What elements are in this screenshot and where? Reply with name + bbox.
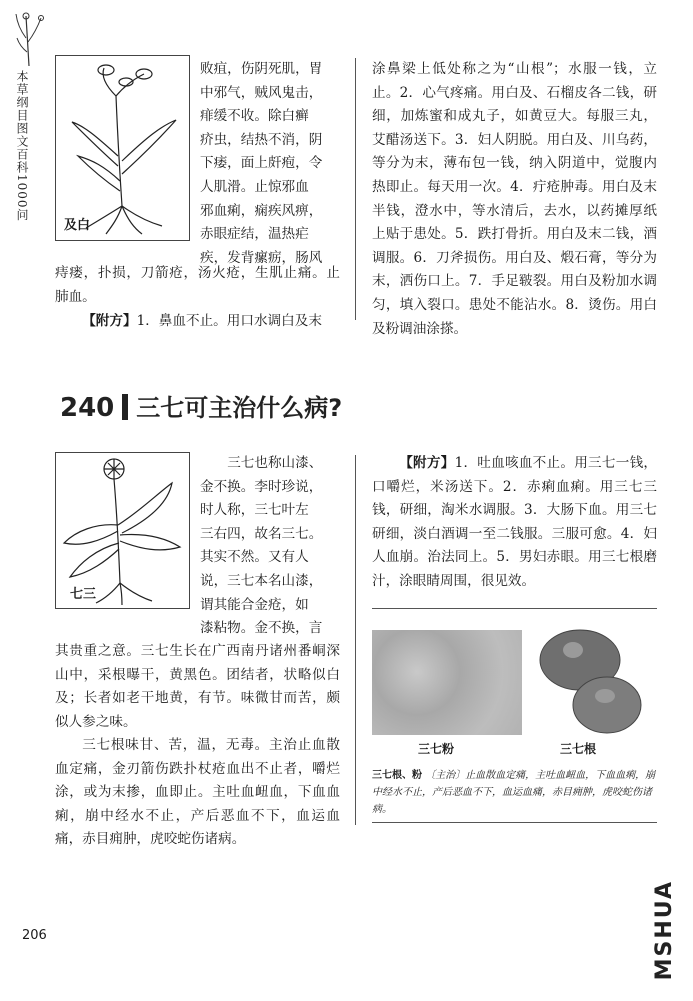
section-heading — [60, 388, 342, 423]
text-line: 说，三七本名山漆， — [200, 572, 323, 589]
watermark: MSHUA — [652, 880, 677, 981]
fufang-tag: 【附方】 — [399, 455, 455, 471]
photo-top-rule — [372, 608, 657, 609]
baiji-figure-label: 及白 — [64, 218, 91, 233]
text-line: 谓其能合金疮，如 — [200, 596, 309, 613]
photo-label-powder: 三七粉 — [418, 742, 455, 756]
text-line: 漆粘物。金不换，言 — [200, 620, 323, 637]
baiji-text-continued: 痔瘘，扑损，刀箭疮，汤火疮，生肌止痛。止肺血。 — [55, 265, 340, 305]
text-line: 中邪气，贼风鬼击， — [200, 84, 323, 101]
heading-divider — [122, 394, 128, 420]
text-line: 三右四，故名三七。 — [200, 525, 323, 542]
text-line: 三七也称山漆、 — [227, 455, 323, 471]
page-number: 206 — [22, 928, 47, 943]
text-line: 金不换。李时珍说， — [200, 478, 323, 495]
baiji-figure — [55, 55, 190, 241]
baiji-fufang-right: 涂鼻梁上低处称之为“山根”；水服一钱，立止。2．心气疼痛。用白及、石榴皮各二钱，研细，加炼蜜和成丸子，如黄豆大。每服三丸，艾醋汤送下。3．妇人阴脱。用白及、川乌药，等分为末，薄布包一钱，纳入阴道中，觉腹内热即止。每天用一次。4．疔疮肿毒。用白及末半钱，澄水中，等水清后，去水，以药摊厚纸上贴于患处。5．跌打骨折。用白及末二钱，酒调服。6．刀斧损伤。用白及、煅石膏，等分为末，洒伤口上。7．手足皲裂。用白及粉加水调匀，填入裂口。患处不能沾水。8．烫伤。用白及粉调油涂搽。 — [372, 61, 657, 337]
text-line: 赤眼症结，温热疟 — [200, 226, 309, 243]
sanqi-root-photo — [535, 620, 645, 738]
column-divider-bottom — [355, 455, 356, 825]
baiji-text-wrap — [200, 58, 340, 270]
text-line: 其实不然。又有人 — [200, 549, 309, 566]
text-line: 败疽，伤阴死肌，胃 — [200, 61, 323, 77]
text-line: 痱缓不收。除白癣 — [200, 108, 309, 125]
text-line: 邪血痢，痫疾风痹， — [200, 202, 323, 219]
sanqi-fufang — [372, 452, 657, 594]
photo-bottom-rule — [372, 822, 657, 823]
sanqi-text-wrap — [200, 452, 340, 641]
fufang-text: 1．鼻血不止。用口水调白及末 — [136, 313, 322, 329]
baiji-fufang-left — [55, 310, 340, 334]
column-divider-top — [355, 58, 356, 320]
sanqi-powder-photo — [372, 630, 522, 735]
text-line: 人肌滑。止惊邪血 — [200, 178, 309, 195]
sanqi-figure-label: 七三 — [70, 587, 97, 602]
caption-text: 〔主治〕止血散血定痛，主吐血衄血，下血血痢，崩中经水不止，产后恶血不下，血运血痛，赤目痈肿，虎咬蛇伤诸病。 — [372, 770, 656, 815]
photo-caption — [372, 767, 657, 818]
photo-label-root: 三七根 — [560, 742, 597, 756]
text-line: 疥虫，结热不消，阴 — [200, 131, 323, 148]
caption-title: 三七根、粉 — [372, 770, 422, 781]
fufang-tag: 【附方】 — [82, 313, 137, 329]
baiji-plant-illustration — [56, 56, 189, 240]
text-line: 下痿，面上皯疱，令 — [200, 155, 323, 172]
text-line: 时人称，三七叶左 — [200, 502, 309, 519]
sanqi-figure — [55, 452, 190, 609]
sanqi-text-para2: 三七根味甘、苦，温，无毒。主治止血散血定痛，金刃箭伤跌扑杖疮血出不止者，嚼烂涂，或为末掺，血即止。主吐血衄血，下血血痢，崩中经水不止，产后恶血不下，血运血痛，赤目痈肿，虎咬蛇伤诸病。 — [55, 737, 340, 848]
fufang-text: 1．吐血咳血不止。用三七一钱，口嚼烂，米汤送下。2．赤痢血痢。用三七三钱，研细，淘米水调服。3．大肠下血。用三七研细，淡白酒调一至二钱服。三服可愈。4．妇人血崩。治法同上。5．男妇赤眼。用三七根磨汁，涂眼睛周围，很见效。 — [372, 455, 657, 589]
book-title-vertical: 本草纲目图文百科1000问 — [15, 70, 29, 222]
sanqi-text-continued: 其贵重之意。三七生长在广西南丹诸州番峒深山中，采根曝干，黄黑色。团结者，状略似白及；长者如老干地黄，有节。味微甘而苦，颇似人参之味。 — [55, 643, 340, 730]
sidebar-orchid-icon — [14, 8, 44, 68]
section-number: 240 — [60, 393, 115, 423]
text-line: 疾，发背瘰疬，肠风 — [200, 249, 323, 266]
section-title: 三七可主治什么病? — [136, 394, 343, 422]
